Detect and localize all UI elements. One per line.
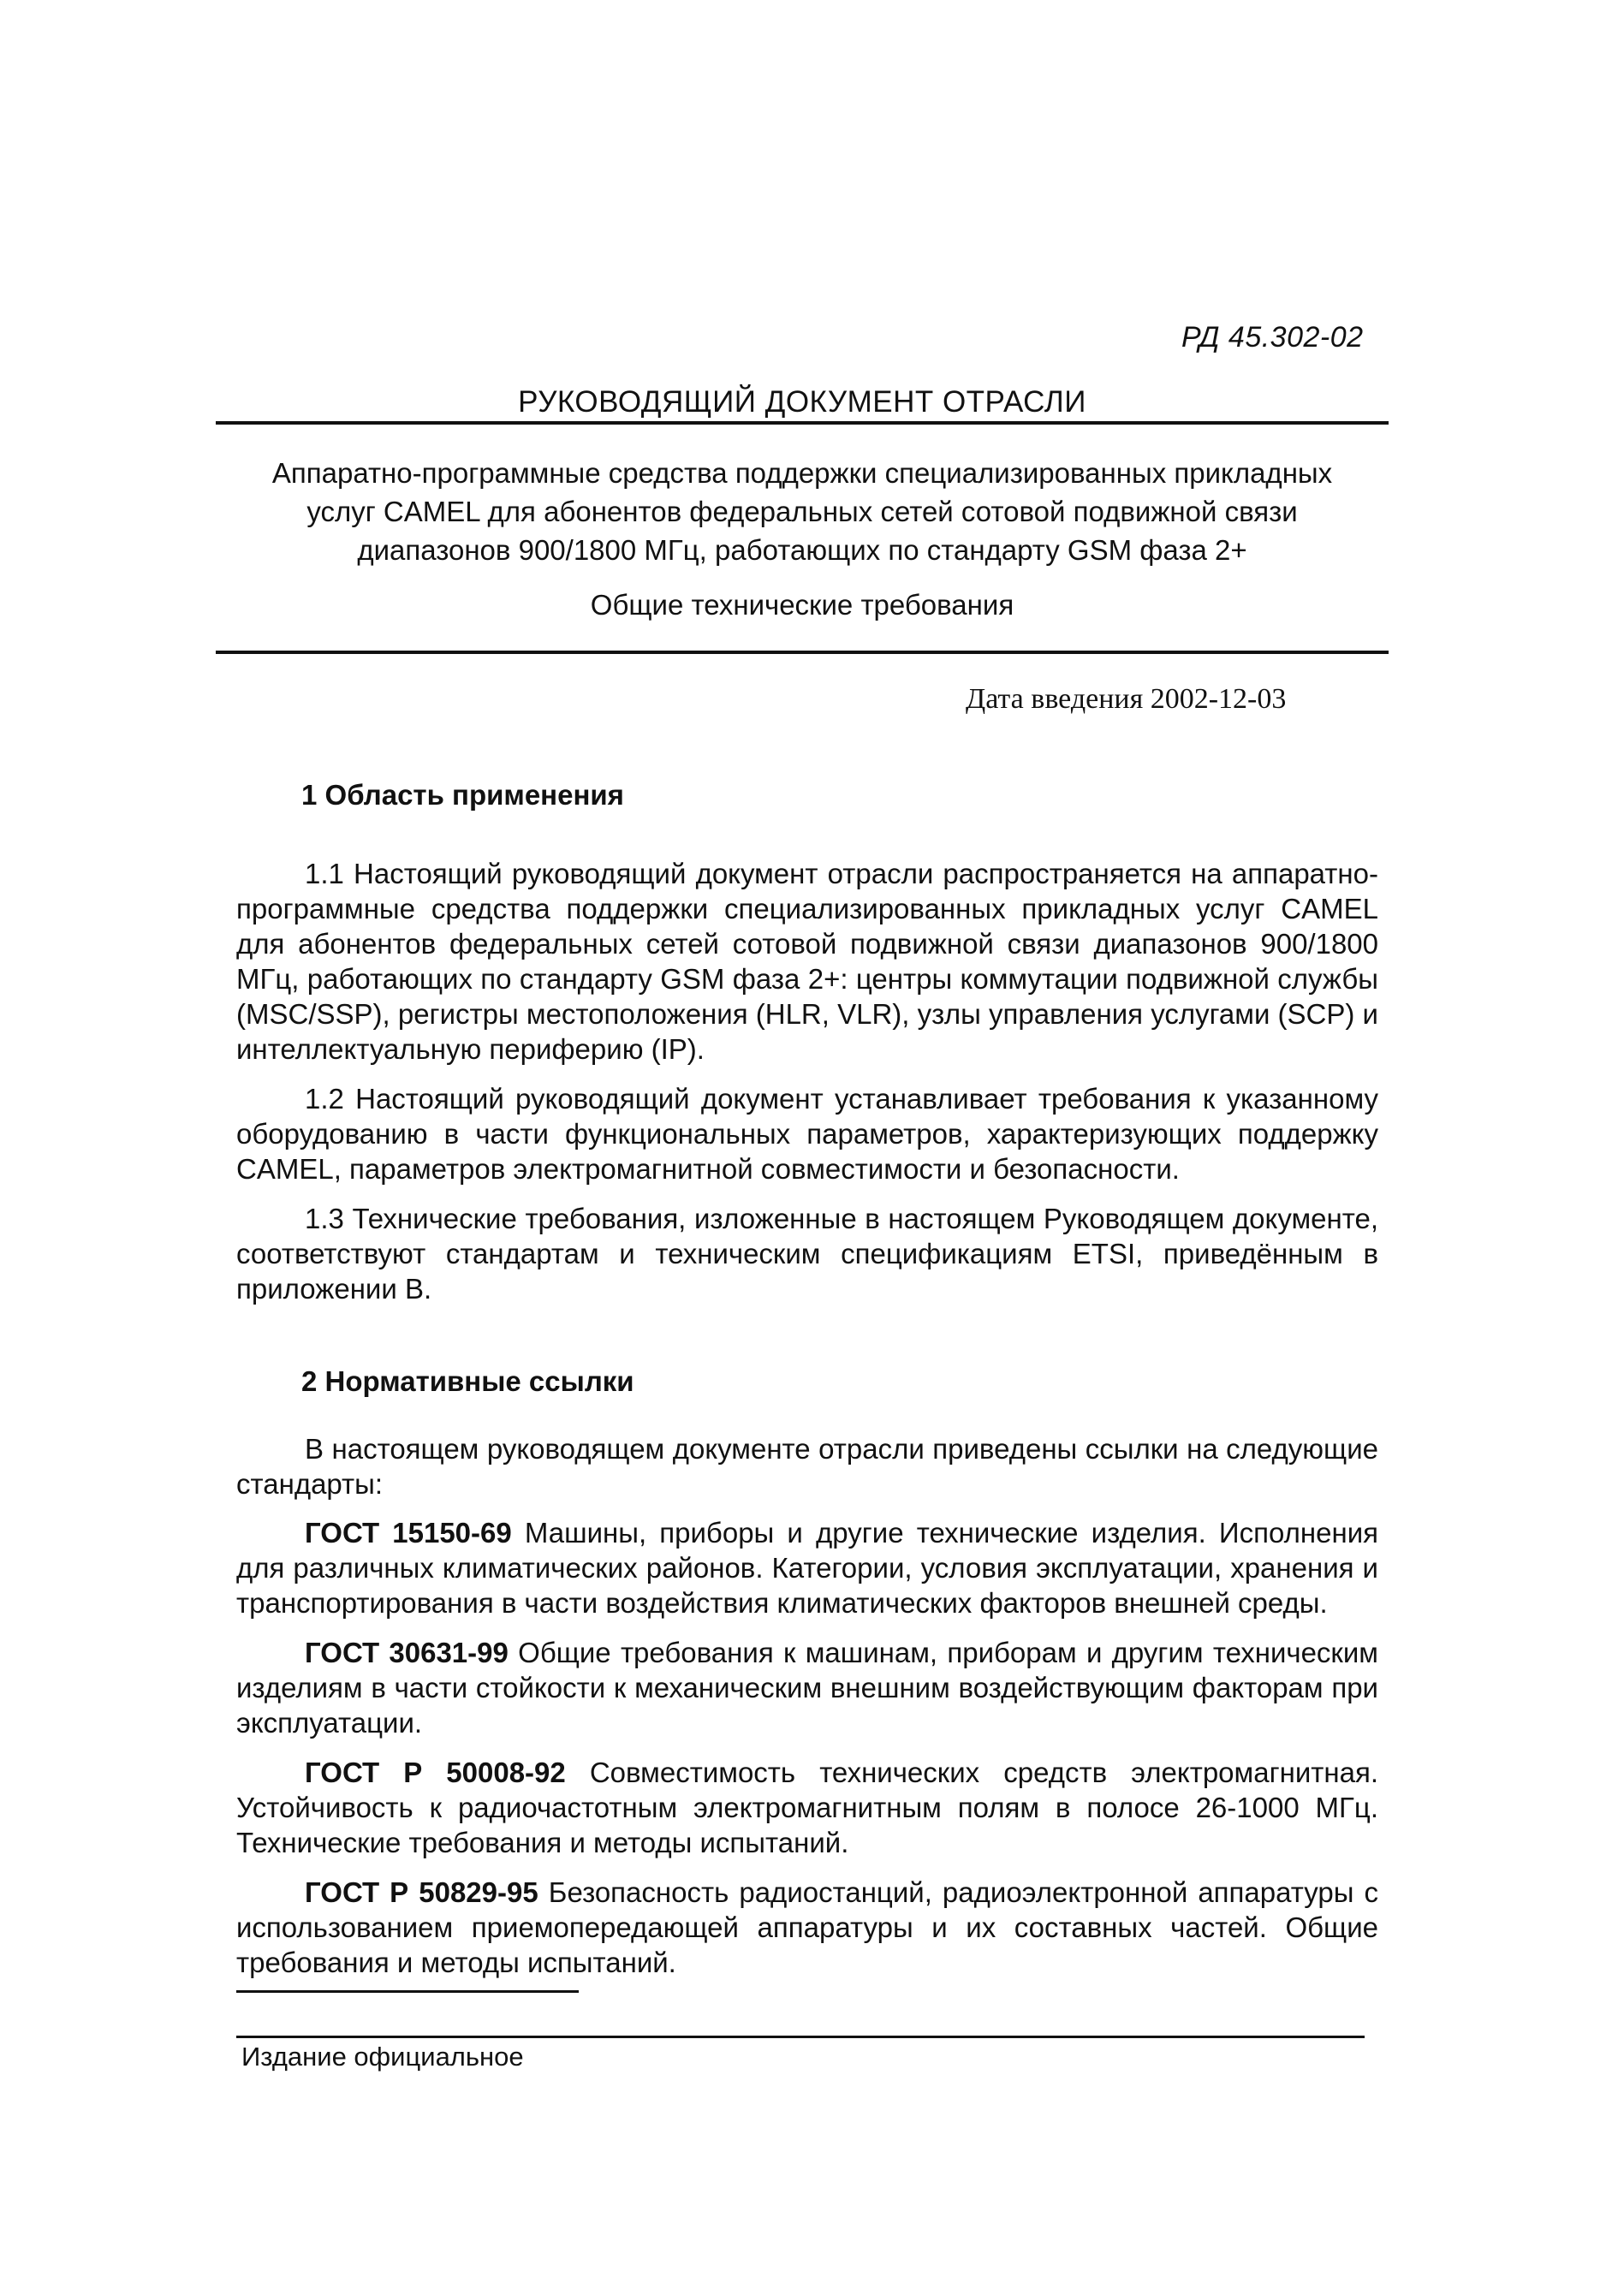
reference-code: ГОСТ 30631-99	[305, 1637, 509, 1668]
document-number: РД 45.302-02	[1181, 321, 1364, 354]
paragraph-1-3: 1.3 Технические требования, изложенные в настоящем Руководящем документе, соответствуют стандартам и техническим спецификациям ETSI, приведённым в приложении В.	[236, 1203, 1378, 1305]
references-intro: В настоящем руководящем документе отрасли приведены ссылки на следующие стандарты:	[236, 1433, 1378, 1500]
reference-item	[236, 1515, 1378, 1620]
title-line-2: услуг CAMEL для абонентов федеральных сетей сотовой подвижной связи	[306, 496, 1298, 527]
header-divider	[216, 421, 1389, 425]
document-subtitle: Общие технические требования	[590, 589, 1014, 621]
reference-text: Безопасность радиостанций, радиоэлектронной аппаратуры с использованием приемопередающей аппаратуры и их составных частей. Общие требования и методы испытаний.	[236, 1876, 1379, 1978]
reference-text: Машины, приборы и другие технические изделия. Исполнения для различных климатических районов. Категории, условия эксплуатации, хранения и транспортирования в части воздействия климатических факторов внешней среды.	[236, 1517, 1378, 1619]
footnote-separator	[236, 1990, 579, 1993]
document-title	[216, 454, 1389, 569]
reference-code: ГОСТ Р 50829-95	[305, 1876, 538, 1908]
reference-item	[236, 1875, 1378, 1980]
edition-note: Издание официальное	[241, 2042, 524, 2072]
paragraph-1-1: 1.1 Настоящий руководящий документ отрасли распространяется на аппаратно-программные средства поддержки специализированных прикладных услуг CAMEL для абонентов федеральных сетей сотовой подвижной связи диапазонов 900/1800 МГц, работающих по стандарту GSM фаза 2+: центры коммутации подвижной службы (MSC/SSP), регистры местоположения (HLR, VLR), узлы управления услугами (SCP) и интеллектуальную периферию (IP).	[236, 858, 1378, 1065]
introduction-date: Дата введения 2002-12-03	[966, 683, 1287, 715]
document-kind: РУКОВОДЯЩИЙ ДОКУМЕНТ ОТРАСЛИ	[518, 385, 1086, 419]
reference-code: ГОСТ 15150-69	[305, 1517, 512, 1549]
section-2-heading: 2 Нормативные ссылки	[301, 1365, 634, 1397]
reference-item	[236, 1635, 1378, 1740]
reference-text: Совместимость технических средств электромагнитная. Устойчивость к радиочастотным электромагнитным полям в полосе 26-1000 МГц. Технические требования и методы испытаний.	[236, 1757, 1378, 1858]
title-line-3: диапазонов 900/1800 МГц, работающих по стандарту GSM фаза 2+	[357, 534, 1247, 566]
footer-divider	[236, 2036, 1365, 2038]
paragraph-1-2: 1.2 Настоящий руководящий документ устанавливает требования к указанному оборудованию в части функциональных параметров, характеризующих поддержку CAMEL, параметров электромагнитной совместимости и безопасности.	[236, 1083, 1378, 1185]
section-1-heading: 1 Область применения	[301, 779, 624, 811]
title-line-1: Аппаратно-программные средства поддержки специализированных прикладных	[271, 457, 1333, 489]
reference-code: ГОСТ Р 50008-92	[305, 1757, 566, 1788]
reference-text: Общие требования к машинам, приборам и другим техническим изделиям в части стойкости к механическим внешним воздействующим факторам при эксплуатации.	[236, 1637, 1378, 1739]
title-divider	[216, 651, 1389, 654]
reference-item	[236, 1755, 1378, 1860]
